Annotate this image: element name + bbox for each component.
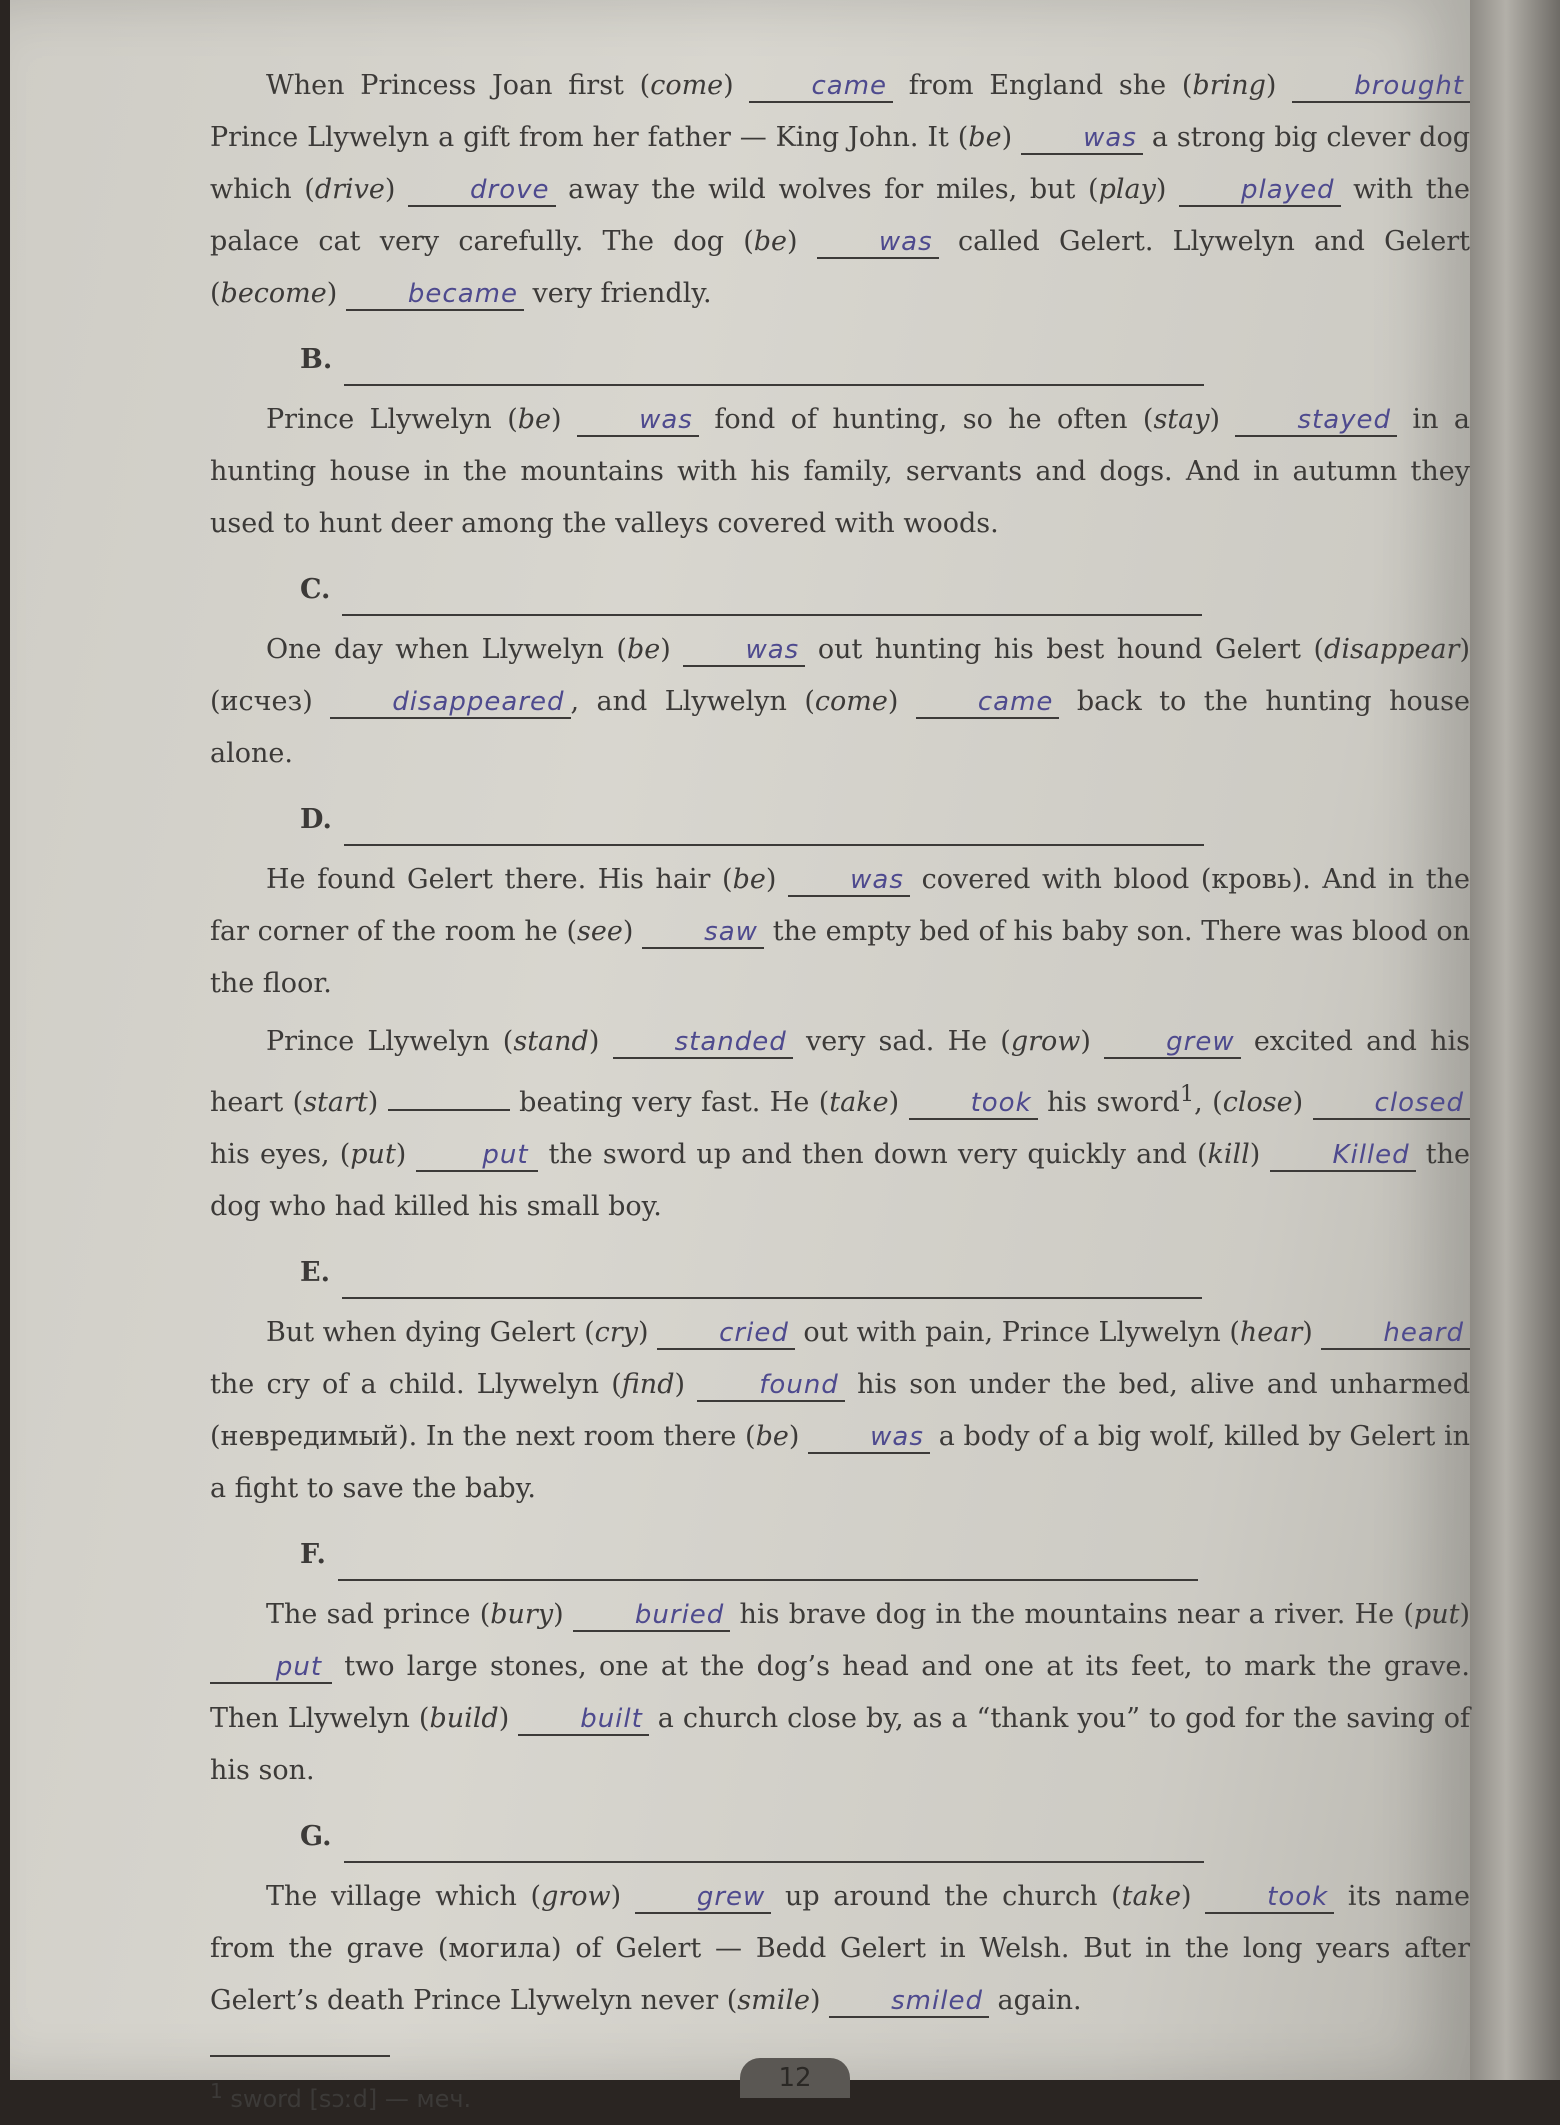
heading-line-e: E. xyxy=(300,1247,1470,1299)
paragraph-d1: He found Gelert there. His hair (be) was covered with blood (кровь). And in the far corner of the room he (see) saw the empty bed of his baby son. There was blood on the floor. xyxy=(210,864,1471,999)
heading-blank[interactable] xyxy=(344,358,1204,386)
footnote-divider xyxy=(210,2055,390,2057)
answer-blank[interactable]: was xyxy=(577,405,699,437)
answer-blank[interactable]: heard xyxy=(1321,1318,1470,1350)
answer-blank[interactable]: took xyxy=(909,1088,1038,1120)
answer-blank[interactable]: grew xyxy=(1104,1027,1240,1059)
answer-blank[interactable]: cried xyxy=(657,1318,795,1350)
answer-blank[interactable]: standed xyxy=(613,1027,793,1059)
heading-line-d: D. xyxy=(300,794,1470,846)
paragraph-c: One day when Llywelyn (be) was out hunting his best hound Gelert (disappear) (исчез) disappeared , and Llywelyn (come) came back to the hunting house alone. xyxy=(210,634,1471,769)
answer-blank[interactable]: became xyxy=(346,279,524,311)
paragraph-g: The village which (grow) grew up around the church (take) took its name from the grave (могила) of Gelert — Bedd Gelert in Welsh. But in the long years after Gelert’s death Prince Llywelyn never (smile) smiled again. xyxy=(210,1881,1470,2016)
paragraph-d2: Prince Llywelyn (stand) standed very sad. He (grow) grew excited and his heart (start) beating very fast. He (take) took his sword$^1$, (close) closed his eyes, (put) put the sword up and then down very quickly and (kill) Killed the dog who had killed his small boy. xyxy=(210,1026,1470,1222)
answer-blank[interactable]: disappeared xyxy=(330,687,570,719)
answer-blank[interactable]: saw xyxy=(642,917,764,949)
answer-blank[interactable]: was xyxy=(683,635,805,667)
paragraph-a: When Princess Joan first (come) came from England she (bring) brought Prince Llywelyn a gift from her father — King John. It (be) was a strong big clever dog which (drive) drove away the wild wolves for miles, but (play) played with the palace cat very carefully. The dog (be) was called Gelert. Llywelyn and Gelert (become) became very friendly. xyxy=(210,70,1471,309)
answer-blank[interactable]: was xyxy=(808,1422,930,1454)
answer-blank[interactable]: came xyxy=(749,71,893,103)
answer-blank[interactable]: was xyxy=(788,865,910,897)
answer-blank[interactable]: closed xyxy=(1313,1088,1470,1120)
heading-line-f: F. xyxy=(300,1529,1470,1581)
answer-blank[interactable]: built xyxy=(518,1704,649,1736)
page-number: 12 xyxy=(740,2058,850,2098)
heading-line-c: C. xyxy=(300,564,1470,616)
heading-blank[interactable] xyxy=(338,1553,1198,1581)
answer-blank[interactable]: was xyxy=(817,227,939,259)
paragraph-f: The sad prince (bury) buried his brave dog in the mountains near a river. He (put) put two large stones, one at the dog’s head and one at its feet, to mark the grave. Then Llywelyn (build) built a church close by, as a “thank you” to god for the saving of his son. xyxy=(210,1599,1471,1786)
heading-line-b: B. xyxy=(300,334,1470,386)
answer-blank[interactable]: came xyxy=(916,687,1060,719)
answer-blank[interactable]: put xyxy=(416,1140,538,1172)
answer-blank[interactable]: put xyxy=(210,1652,332,1684)
paragraph-e: But when dying Gelert (cry) cried out with pain, Prince Llywelyn (hear) heard the cry of a child. Llywelyn (find) found his son under the bed, alive and unharmed (невредимый). In the next room there (be) was a body of a big wolf, killed by Gelert in a fight to save the baby. xyxy=(210,1317,1471,1504)
answer-blank[interactable]: brought xyxy=(1292,71,1470,103)
answer-blank[interactable]: played xyxy=(1179,175,1341,207)
footnote: $^1$ sword [sɔːd] — меч. xyxy=(210,2079,472,2113)
answer-blank[interactable]: stayed xyxy=(1235,405,1397,437)
answer-blank[interactable]: drove xyxy=(408,175,555,207)
exercise-text xyxy=(210,60,1470,2125)
answer-blank[interactable]: was xyxy=(1021,123,1143,155)
heading-blank[interactable] xyxy=(344,1835,1204,1863)
paragraph-b: Prince Llywelyn (be) was fond of hunting, so he often (stay) stayed in a hunting house in the mountains with his family, servants and dogs. And in autumn they used to hunt deer among the valleys covered with woods. xyxy=(210,404,1470,539)
heading-blank[interactable] xyxy=(344,818,1204,846)
heading-line-g: G. xyxy=(300,1811,1470,1863)
page-edge xyxy=(1470,0,1560,2080)
answer-blank[interactable]: buried xyxy=(573,1600,730,1632)
answer-blank[interactable]: grew xyxy=(635,1882,771,1914)
answer-blank[interactable] xyxy=(388,1109,510,1111)
heading-blank[interactable] xyxy=(342,588,1202,616)
answer-blank[interactable]: found xyxy=(697,1370,845,1402)
answer-blank[interactable]: smiled xyxy=(829,1986,989,2018)
heading-blank[interactable] xyxy=(342,1271,1202,1299)
answer-blank[interactable]: took xyxy=(1205,1882,1334,1914)
answer-blank[interactable]: Killed xyxy=(1270,1140,1415,1172)
